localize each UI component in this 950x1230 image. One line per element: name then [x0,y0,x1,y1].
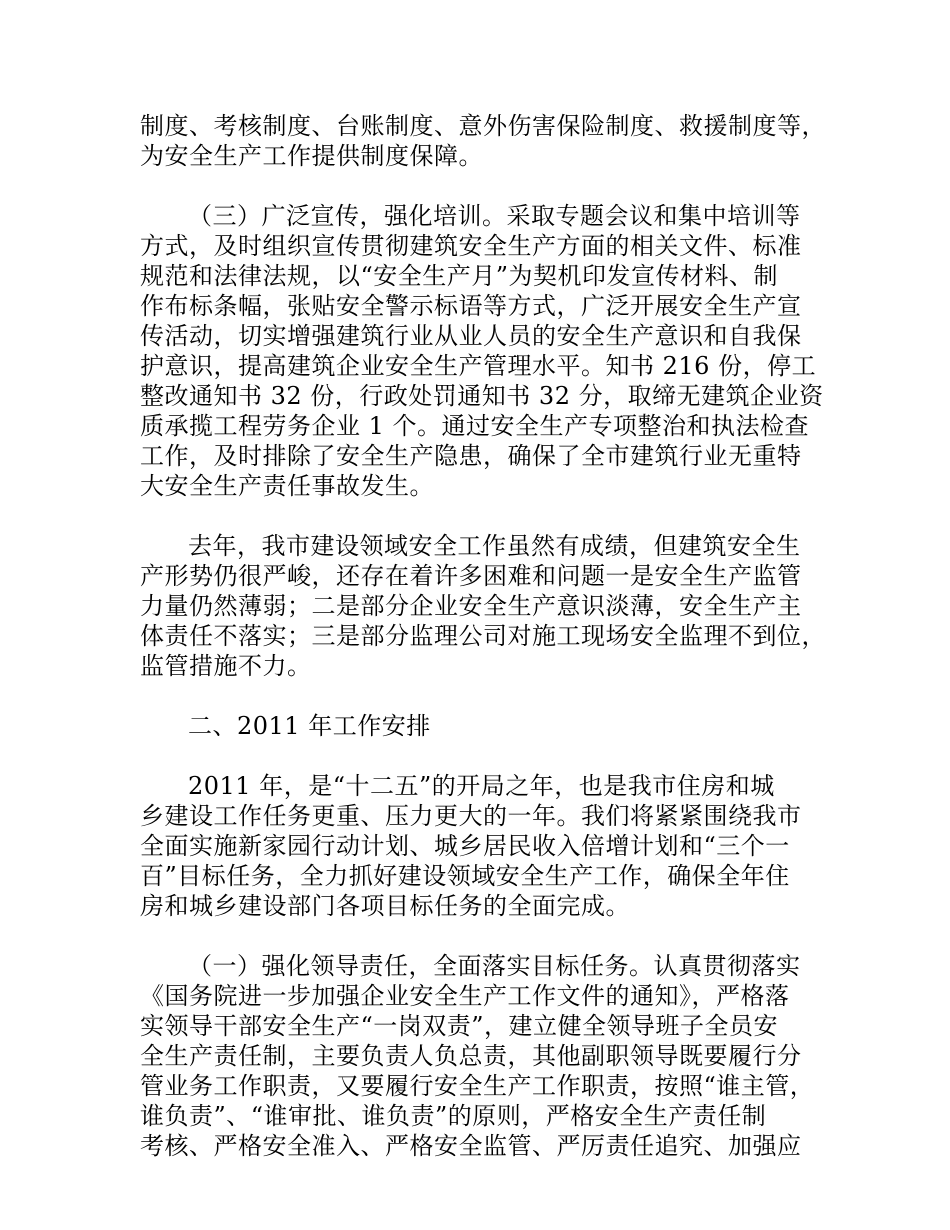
paragraph-3-line-2: 产形势仍很严峻，还存在着许多困难和问题一是安全生产监管 [140,562,802,590]
paragraph-2-line-8: 质承揽工程劳务企业 1 个。通过安全生产专项整治和执法检查 [140,412,810,440]
paragraph-6-line-5: 管业务工作职责，又要履行安全生产工作职责，按照“谁主管， [140,1072,815,1100]
paragraph-2-line-2: 方式，及时组织宣传贯彻建筑安全生产方面的相关文件、标准 [140,232,802,260]
paragraph-2-line-3: 规范和法律法规，以“安全生产月”为契机印发宣传材料、制 [140,262,779,290]
paragraph-6-line-3: 实领导干部安全生产“一岗双责”，建立健全领导班子全员安 [140,1012,779,1040]
paragraph-3-line-1: 去年，我市建设领域安全工作虽然有成绩，但建筑安全生 [188,532,801,560]
paragraph-3-line-5: 监管措施不力。 [140,652,312,680]
paragraph-2-line-9: 工作，及时排除了安全生产隐患，确保了全市建筑行业无重特 [140,442,802,470]
paragraph-5-line-1: 2011 年，是“十二五”的开局之年，也是我市住房和城 [188,772,775,800]
paragraph-3-line-4: 体责任不落实；三是部分监理公司对施工现场安全监理不到位， [140,622,826,650]
paragraph-5-line-5: 房和城乡建设部门各项目标任务的全面完成。 [140,892,630,920]
paragraph-3-line-3: 力量仍然薄弱；二是部分企业安全生产意识淡薄，安全生产主 [140,592,802,620]
paragraph-2-line-10: 大安全生产责任事故发生。 [140,472,434,500]
section-heading: 二、2011 年工作安排 [188,712,431,740]
paragraph-6-line-4: 全生产责任制，主要负责人负总责，其他副职领导既要履行分 [140,1042,802,1070]
paragraph-6-line-7: 考核、严格安全准入、严格安全监管、严厉责任追究、加强应 [140,1132,802,1160]
paragraph-1-line-2: 为安全生产工作提供制度保障。 [140,142,483,170]
paragraph-2-line-1: （三）广泛宣传，强化培训。采取专题会议和集中培训等 [188,202,801,230]
paragraph-6-line-2: 《国务院进一步加强企业安全生产工作文件的通知》，严格落 [140,982,790,1010]
paragraph-2-line-6: 护意识，提高建筑企业安全生产管理水平。知书 216 份，停工 [140,352,817,380]
paragraph-5-line-2: 乡建设工作任务更重、压力更大的一年。我们将紧紧围绕我市 [140,802,802,830]
paragraph-6-line-6: 谁负责”、“谁审批、谁负责”的原则，严格安全生产责任制 [140,1102,767,1130]
paragraph-5-line-4: 百”目标任务，全力抓好建设领域安全生产工作，确保全年住 [140,862,790,890]
paragraph-2-line-4: 作布标条幅，张贴安全警示标语等方式，广泛开展安全生产宣 [140,292,802,320]
paragraph-2-line-5: 传活动，切实增强建筑行业从业人员的安全生产意识和自我保 [140,322,802,350]
paragraph-5-line-3: 全面实施新家园行动计划、城乡居民收入倍增计划和“三个一 [140,832,790,860]
paragraph-2-line-7: 整改通知书 32 份，行政处罚通知书 32 分，取缔无建筑企业资 [140,382,824,410]
paragraph-1-line-1: 制度、考核制度、台账制度、意外伤害保险制度、救援制度等， [140,112,826,140]
paragraph-6-line-1: （一）强化领导责任，全面落实目标任务。认真贯彻落实 [188,952,801,980]
